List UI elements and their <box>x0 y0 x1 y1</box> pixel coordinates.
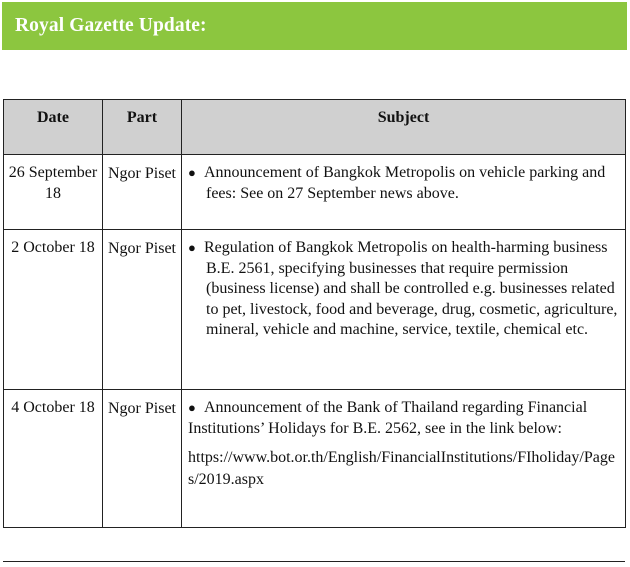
part-cell <box>103 390 182 528</box>
part-cell <box>103 155 182 230</box>
bullet-dot-icon: ● <box>188 240 196 255</box>
gazette-table <box>3 99 626 528</box>
subject-item <box>188 238 619 341</box>
date-cell: 26 September 18 <box>4 155 103 230</box>
subject-cell <box>182 155 626 230</box>
bottom-divider <box>3 561 625 562</box>
bullet-dot-icon: ● <box>188 165 196 180</box>
subject-text: Regulation of Bangkok Metropolis on health-harming business B.E. 2561, specifying businesses that require permission (business license) and shall be controlled e.g. businesses related to pet, livestock, food and beverage, drug, cosmetic, agriculture, mineral, vehicle and machine, service, textile, chemical etc. <box>204 239 618 338</box>
part-cell <box>103 230 182 390</box>
part-label: Ngor Piset <box>108 240 176 257</box>
bullet-dot-icon: ● <box>188 400 196 415</box>
subject-cell <box>182 230 626 390</box>
column-header-date: Date <box>4 100 103 155</box>
date-cell: 4 October 18 <box>4 390 103 528</box>
column-header-subject: Subject <box>182 100 626 155</box>
date-cell: 2 October 18 <box>4 230 103 390</box>
table-row <box>4 390 626 528</box>
subject-item <box>188 163 619 204</box>
column-header-part: Part <box>103 100 182 155</box>
subject-text: Announcement of Bangkok Metropolis on vehicle parking and fees: See on 27 September news above. <box>204 164 606 202</box>
subject-cell <box>182 390 626 528</box>
header-banner <box>2 2 627 50</box>
part-label: Ngor Piset <box>108 165 176 182</box>
part-label: Ngor Piset <box>108 400 176 417</box>
subject-item <box>188 398 619 439</box>
page-title: Royal Gazette Update: <box>15 15 207 36</box>
subject-link: https://www.bot.or.th/English/FinancialInstitutions/FIholiday/Pages/2019.aspx <box>188 449 615 488</box>
table-row <box>4 155 626 230</box>
subject-text: Announcement of the Bank of Thailand regarding Financial Institutions’ Holidays for B.E. 2562, see in the link below: <box>188 399 588 437</box>
table-row <box>4 230 626 390</box>
table-header-row <box>4 100 626 155</box>
